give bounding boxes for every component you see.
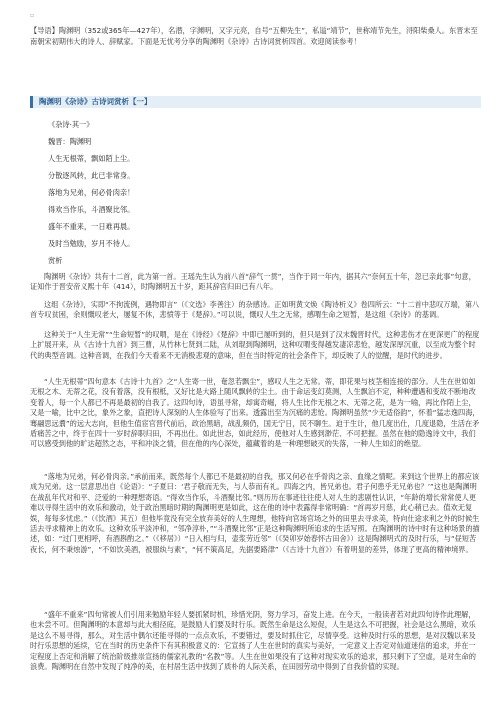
poem-line: 盛年不重来，一日难再晨。 (48, 222, 135, 231)
paragraph: 这组《杂诗》，实即“不拘流例，遇物即言”（《文选》李善注）的杂感诗。正如明黄文焕《陶诗析义》卷四所云：“十二首中悲叹万端，第八首专叹贫困，余则慨叹老大，屡复不休，悲愤等于《楚辞》。”可以说，慨叹人生之无常，感喟生命之短暂，是这组《杂诗》的基调。 (30, 300, 480, 320)
section-title: 陶渊明《杂诗》古诗词赏析【一】 (39, 97, 152, 106)
document-icon: ▫ (30, 12, 35, 19)
poem-author: 魏晋：陶渊明 (48, 137, 92, 146)
paragraph: “盛年不重来”四句常被人们引用来勉励年轻人要抓紧时机，珍惜光阴，努力学习，奋发上进。在今天，一般读者若对此四句诗作此理解，也未尝不可。但陶渊明的本意却与此大相径庭，是鼓励人们要及时行乐。既然生命是这么短促，人生是这么不可把握，社会是这么黑暗，欢乐是这么不易寻得，那么，对生活中偶尔还能寻得的一点点欢乐，不要错过，要及时抓住它，尽情享受。这种及时行乐的思想，是对汉魏以来及时行乐思想的延续，它在当时的历史条件下有其积极意义的：它宣扬了人生在世时的真实与美好，一定意义上否定对仙道迷信的追求，并在一定程度上否定和消解了统治阶级推崇宣扬的儒家礼教的“名教”等。人生在世如果没有了这种对现实欢乐的追求，那只剩下了空虚，是对生命的浪费。陶渊明在自然中发现了纯净的美，在村居生活中找到了质朴的人际关系，在田园劳动中得到了自我价值的实现。 (30, 610, 476, 672)
section-header (30, 96, 481, 108)
paragraph: “落地为兄弟，何必骨肉亲。”承前而来，既然每个人都已不是最初的自我，那又何必在乎骨肉之亲、血缘之情呢。来到这个世界上的都应该成为兄弟。这一层意思出自《论语》：“子夏曰：‘君子敬而无失，与人恭而有礼。四海之内，皆兄弟也。君子何患乎无兄弟也？’”这也是陶渊明在战乱年代对和平、泛爱的一种理想寄语。“得欢当作乐，斗酒聚比邻。”则历历在事迹往往使人对人生的悲剧性认识，“年龄的增长常常使人更难以寻得生活中的欢乐和激动，处于政治黑暗时期的陶渊明更是如此，这在他的诗中表露得非常明确：“首再岁月慈，此心稍已去。值欢无复娱，每每多忧虑。”（《饮酒》其五）但他毕竟没有完全放弃美好的人生理想，他特向官场官场之外的田里去寻求美，特向仕途求利之外的时候生活去寻求精神上的欢乐。这种欢乐平淡冲和，“邻净淳朴，”“斗酒聚比邻”正是这种陶渊明所追求的生活写照。在陶渊明的诗中时有这种场景的描述，如：“过门更相呼，有酒斟酌之。”（《移居》）“日入相与归，壶浆劳近邻”（《癸卯岁始春怀古田舍》）这是陶渊明式的及时行乐，与“昼短苦夜长，何不秉烛游”，“不如饮美酒，被服纨与素”，“何不策高足，先据要路津”（《古诗十九首》）有着明显的差异，体现了更高的精神境界。 (30, 472, 480, 554)
poem-line: 人生无根蒂，飘如陌上尘。 (48, 154, 135, 163)
poem-line: 得欢当作乐，斗酒聚比邻。 (48, 205, 135, 214)
paragraph: 陶渊明《杂诗》共有十二首，此为第一首。王瑶先生认为前八首“辞气一贯”，当作于同一年内，据其六“奈何五十年，忽已亲此事”句意，证知作于晋安帝义熙十年（414），时陶渊明五十岁，距其辞官归田已有八年。 (30, 272, 476, 292)
poem-title: 《杂诗·其一》 (48, 120, 94, 129)
poem-line: 分散逐风转，此已非常身。 (48, 171, 135, 180)
paragraph: “人生无根蒂”四句意本《古诗十九首》之“人生寄一世，奄忽若飘尘”，感叹人生之无常。蒂，即花果与枝茎相连接的部分。人生在世如如无根之木、无蒂之花，没有着落，没有根柢，又好比是大路上随风飘转的尘土。由于命运变幻莫测，人生飘泊不定，种种遭遇和变故不断地改变着人，每一个人都已不再是最初的自我了。这四句诗，语虽寻常，却寓奇崛，将人生比作无根之木、无蒂之花，是为一喻，再比作陌上尘，又是一喻，比中之比，象外之象，直把诗人深刻的人生体验写了出来。透露出至为沉痛的悲怆。陶渊明虽然“少无适俗韵”，怀着“猛志逸四海，骞翮思远翥”的远大志向，但他生值宦官晋代前后，政治黑暗，战乱频仍，国无宁日，民不聊生。迫于生计，他几度出仕，几度退隐，生活在矛盾痛苦之中，终于在四十一岁时辞职归田，不再出仕。如此世态，如此经历，使他对人生感到渺茫、不可把握。虽然在他的隐逸诗文中，我们可以感受到他的旷达超然之态，平和冲淡之情，但在他的内心深处，蕴藏着的是一种理想破灭的失落，一种人生如幻的绝望。 (30, 377, 480, 449)
appreciation-label: 赏析 (48, 256, 63, 265)
guide-text: 【导语】陶渊明（352或365年—427年），名潜，字渊明，又字元亮，自号“五柳先生”，私谥“靖节”，世称靖节先生，浔阳柴桑人。东晋末至南朝宋初期伟大的诗人、辞赋家。下面是无忧考分享的陶渊明《杂诗》古诗词赏析四首。欢迎阅读参考！ (30, 26, 478, 46)
poem-line: 及时当勉励，岁月不待人。 (48, 239, 135, 248)
poem-line: 落地为兄弟，何必骨肉亲！ (48, 188, 135, 197)
paragraph: 这种关于“人生无常”“生命短暂”的叹喟，是在《诗经》《楚辞》中即已屡听到的，但只是到了汉末魏晋时代，这种悲伤才在更深更广的程度上扩展开来，从《古诗十九首》到三曹，从竹林七贤到二陆，从刘琨到陶渊明，这种叹喟变得越发凄凉悲怆，越发深厚沉重，以至成为整个时代的典型音调。这种音调，在我们今天看来不无消极悲观的意味，但在当时特定的社会条件下，却反映了人的觉醒，是时代的进步。 (30, 330, 480, 360)
